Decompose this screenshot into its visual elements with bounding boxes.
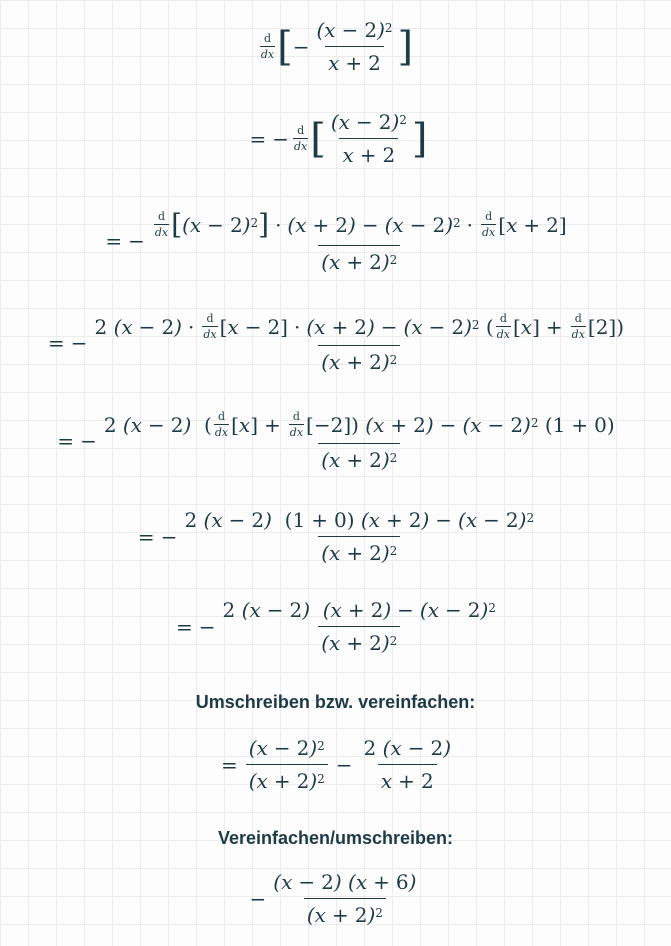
fraction: 2 (x − 2 ) ( d dx [ x ] + $\frac{d}{dx}$ [−2]) (x + 2 ) − (x − 2 ) $^2$ (1 + 0) (x + 2 ) $^2$ — [103, 410, 615, 472]
fraction: (x − 2 ) $^2$ (x + 2 ) $^2$ — [246, 736, 328, 793]
minus-sign: − — [292, 34, 310, 59]
fraction: 2 (x − 2 ) (1 + 0) (x + 2 ) − (x − 2 ) $^2$ (x + 2 ) $^2$ — [184, 508, 535, 565]
section-heading-simplify: Vereinfachen/umschreiben: — [217, 828, 454, 848]
fraction: (x − 2 ) $^2$ x + 2 — [316, 18, 393, 75]
minus-sign: − — [198, 614, 216, 639]
fraction: 2 (x − 2 ) · d dx [ x − 2] · (x + 2 ) − (x − 2 ) $^2$ ( d dx [ x ] + $\frac{d}{dx}$ [2]) (x + 2 ) $^2$ — [94, 312, 625, 374]
step-4 — [0, 312, 671, 374]
equals-sign: = — [105, 229, 123, 253]
fraction: 2 (x − 2 ) (x + 2 ) − (x − 2 ) $^2$ (x + 2 ) $^2$ — [222, 598, 496, 655]
right-bracket: ] — [411, 115, 428, 162]
derivative-operator: d dx — [260, 32, 275, 61]
fraction: (x − 2 ) $^2$ x + 2 — [330, 110, 407, 167]
minus-sign: − — [160, 524, 178, 549]
equals-sign: = — [57, 429, 75, 453]
step-9 — [0, 870, 671, 927]
step-1 — [0, 18, 671, 75]
fraction: 2 (x − 2 ) x + 2 — [363, 736, 452, 793]
equals-sign: = — [249, 126, 267, 151]
equals-sign: = — [220, 752, 238, 777]
step-7 — [0, 598, 671, 655]
left-bracket: [ — [310, 115, 326, 162]
minus-sign: − — [335, 752, 353, 777]
fraction: d dx [ (x − 2 ) $^2$ ] · (x + 2 ) − (x − 2 ) $^2$ · d dx [ x + 2] (x + 2 ) $^2$ — [154, 208, 567, 274]
right-bracket: ] — [397, 23, 414, 70]
minus-sign: − — [249, 886, 267, 911]
step-6 — [0, 508, 671, 565]
derivative-operator: $\frac{d}{dx}$ — [294, 124, 308, 153]
minus-sign: − — [70, 331, 88, 355]
equals-sign: = — [176, 614, 193, 639]
fraction: (x − 2 ) (x + 6 ) (x + 2 ) $^2$ — [273, 870, 417, 927]
step-8 — [0, 736, 671, 793]
step-3 — [0, 208, 671, 274]
equals-sign: = — [47, 331, 65, 355]
step-5 — [0, 410, 671, 472]
minus-sign: − — [80, 429, 97, 453]
minus-sign: − — [128, 229, 145, 253]
minus-sign: − — [272, 126, 289, 151]
left-bracket: [ — [277, 23, 293, 70]
equals-sign: = — [137, 524, 155, 549]
step-2 — [0, 110, 671, 167]
section-heading-rewrite: Umschreiben bzw. vereinfachen: — [195, 692, 476, 712]
